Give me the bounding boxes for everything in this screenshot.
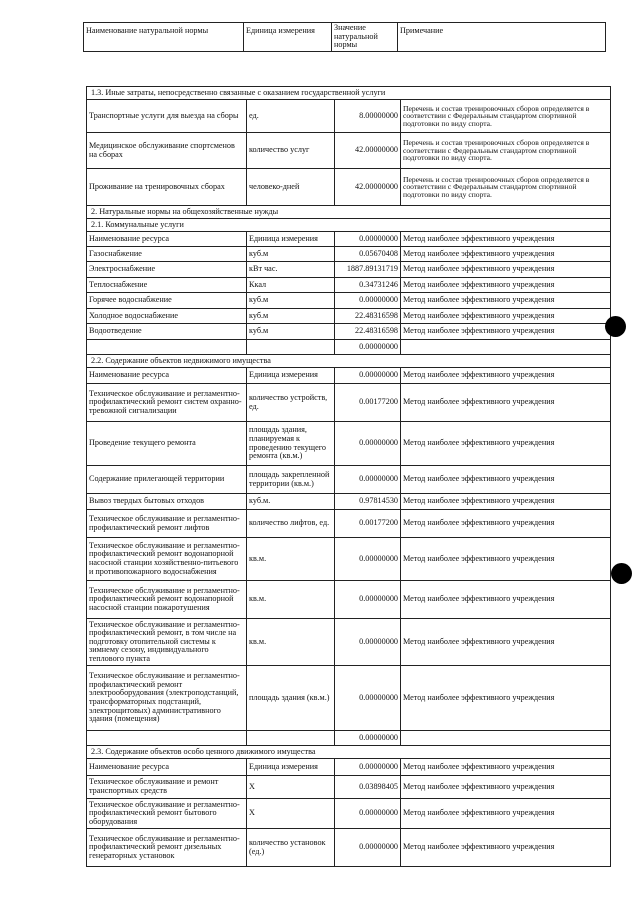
resource-name: Водоотведение: [87, 324, 247, 340]
value: 0.00000000: [335, 666, 401, 731]
note: Метод наиболее эффективного учреждения: [401, 232, 611, 247]
table-row: [87, 324, 611, 340]
table-row: [87, 776, 611, 799]
note: Метод наиболее эффективного учреждения: [401, 829, 611, 867]
unit: [247, 731, 335, 746]
resource-name: Вывоз твердых бытовых отходов: [87, 494, 247, 510]
resource-name: Техническое обслуживание и регламентно-профилактический ремонт, в том числе на подготовку отопительной системы к зимнему сезону, индивидуального теплового пункта: [87, 619, 247, 666]
value: 8.00000000: [335, 100, 401, 133]
value: 0.00000000: [335, 293, 401, 309]
table-row: [87, 262, 611, 278]
note: Метод наиболее эффективного учреждения: [401, 494, 611, 510]
resource-name: Техническое обслуживание и регламентно-профилактический ремонт лифтов: [87, 510, 247, 538]
resource-name: Техническое обслуживание и регламентно-профилактический ремонт водонапорной насосной станции хозяйственно-питьевого и противопожарного водоснабжения: [87, 538, 247, 581]
note: Метод наиболее эффективного учреждения: [401, 776, 611, 799]
table-row: [87, 169, 611, 206]
value: 0.00000000: [335, 422, 401, 466]
resource-name: Техническое обслуживание и ремонт транспортных средств: [87, 776, 247, 799]
unit: Единица измерения: [247, 232, 335, 247]
unit: площадь здания, планируемая к проведению текущего ремонта (кв.м.): [247, 422, 335, 466]
table-row: [87, 422, 611, 466]
unit: куб.м.: [247, 494, 335, 510]
header-note: Примечание: [398, 23, 606, 52]
table-row: [87, 581, 611, 619]
value: 22.48316598: [335, 309, 401, 324]
value: 0.97814530: [335, 494, 401, 510]
unit: кВт час.: [247, 262, 335, 278]
unit: кв.м.: [247, 619, 335, 666]
note: Метод наиболее эффективного учреждения: [401, 324, 611, 340]
note: Метод наиболее эффективного учреждения: [401, 368, 611, 384]
header-unit: Единица измерения: [244, 23, 332, 52]
note: Метод наиболее эффективного учреждения: [401, 799, 611, 829]
unit: куб.м: [247, 247, 335, 262]
resource-name: Горячее водоснабжение: [87, 293, 247, 309]
unit: количество установок (ед.): [247, 829, 335, 867]
unit: ед.: [247, 100, 335, 133]
table-row: [87, 759, 611, 776]
header-table: [83, 22, 606, 52]
resource-name: Техническое обслуживание и регламентно-профилактический ремонт систем охранно-тревожной сигнализации: [87, 384, 247, 422]
value: 0.05670408: [335, 247, 401, 262]
note: Метод наиболее эффективного учреждения: [401, 466, 611, 494]
note: Метод наиболее эффективного учреждения: [401, 384, 611, 422]
unit: куб.м: [247, 309, 335, 324]
note: Метод наиболее эффективного учреждения: [401, 666, 611, 731]
unit: площадь закрепленной территории (кв.м.): [247, 466, 335, 494]
resource-name: Газоснабжение: [87, 247, 247, 262]
note: Перечень и состав тренировочных сборов определяется в соответствии с Федеральным стандартом спортивной подготовки по виду спорта.: [401, 133, 611, 169]
unit: количество услуг: [247, 133, 335, 169]
table-row: [87, 799, 611, 829]
unit: Ккал: [247, 278, 335, 293]
resource-name: Проведение текущего ремонта: [87, 422, 247, 466]
resource-name: Проживание на тренировочных сборах: [87, 169, 247, 206]
note: Метод наиболее эффективного учреждения: [401, 581, 611, 619]
resource-name: Транспортные услуги для выезда на сборы: [87, 100, 247, 133]
value: 0.00000000: [335, 829, 401, 867]
value: 0.00000000: [335, 538, 401, 581]
value: 0.00000000: [335, 619, 401, 666]
note: [401, 340, 611, 355]
value: 0.00000000: [335, 731, 401, 746]
resource-name: Электроснабжение: [87, 262, 247, 278]
section-title-row: [87, 355, 611, 368]
note: Перечень и состав тренировочных сборов определяется в соответствии с Федеральным стандартом спортивной подготовки по виду спорта.: [401, 169, 611, 206]
table-row: [87, 368, 611, 384]
section-title: 2.2. Содержание объектов недвижимого имущества: [87, 355, 611, 368]
unit: Х: [247, 776, 335, 799]
resource-name: Техническое обслуживание и регламентно-профилактический ремонт бытового оборудования: [87, 799, 247, 829]
value: 1887.89131719: [335, 262, 401, 278]
unit: куб.м: [247, 324, 335, 340]
note: Метод наиболее эффективного учреждения: [401, 422, 611, 466]
section-title: 2.3. Содержание объектов особо ценного движимого имущества: [87, 746, 611, 759]
table-row: [87, 100, 611, 133]
resource-name: Наименование ресурса: [87, 232, 247, 247]
table-row: [87, 538, 611, 581]
resource-name: Техническое обслуживание и регламентно-профилактический ремонт дизельных генераторных установок: [87, 829, 247, 867]
note: Метод наиболее эффективного учреждения: [401, 538, 611, 581]
note: Метод наиболее эффективного учреждения: [401, 759, 611, 776]
table-row: [87, 340, 611, 355]
value: 0.00177200: [335, 384, 401, 422]
table-row: [87, 278, 611, 293]
section-title: 2. Натуральные нормы на общехозяйственные нужды: [87, 206, 611, 219]
header-row: [84, 23, 606, 52]
unit: человеко-дней: [247, 169, 335, 206]
value: 0.00177200: [335, 510, 401, 538]
resource-name: Содержание прилегающей территории: [87, 466, 247, 494]
section-title: 2.1. Коммунальные услуги: [87, 219, 611, 232]
note: Метод наиболее эффективного учреждения: [401, 278, 611, 293]
section-title-row: [87, 746, 611, 759]
value: 0.00000000: [335, 368, 401, 384]
table-row: [87, 666, 611, 731]
section-title-row: [87, 219, 611, 232]
value: 0.03898405: [335, 776, 401, 799]
note: Метод наиболее эффективного учреждения: [401, 510, 611, 538]
resource-name: Медицинское обслуживание спортсменов на сборах: [87, 133, 247, 169]
value: 0.00000000: [335, 232, 401, 247]
unit: куб.м: [247, 293, 335, 309]
unit: Х: [247, 799, 335, 829]
table-row: [87, 510, 611, 538]
unit: [247, 340, 335, 355]
punch-hole-top: [605, 316, 626, 337]
value: 42.00000000: [335, 133, 401, 169]
punch-hole-bottom: [611, 563, 632, 584]
resource-name: Наименование ресурса: [87, 368, 247, 384]
table-row: [87, 466, 611, 494]
note: Метод наиболее эффективного учреждения: [401, 309, 611, 324]
resource-name: Техническое обслуживание и регламентно-профилактический ремонт водонапорной насосной станции пожаротушения: [87, 581, 247, 619]
resource-name: Техническое обслуживание и регламентно-профилактический ремонт электрооборудования (электроподстанций, трансформаторных подстанций, электрощитовых) административного здания (помещения): [87, 666, 247, 731]
note: Перечень и состав тренировочных сборов определяется в соответствии с Федеральным стандартом спортивной подготовки по виду спорта.: [401, 100, 611, 133]
note: Метод наиболее эффективного учреждения: [401, 293, 611, 309]
table-row: [87, 619, 611, 666]
value: 0.34731246: [335, 278, 401, 293]
resource-name: Теплоснабжение: [87, 278, 247, 293]
table-row: [87, 133, 611, 169]
note: [401, 731, 611, 746]
section-title-row: [87, 87, 611, 100]
unit: кв.м.: [247, 538, 335, 581]
unit: кв.м.: [247, 581, 335, 619]
resource-name: [87, 340, 247, 355]
resource-name: [87, 731, 247, 746]
header-name: Наименование натуральной нормы: [84, 23, 244, 52]
resource-name: Холодное водоснабжение: [87, 309, 247, 324]
table-row: [87, 232, 611, 247]
note: Метод наиболее эффективного учреждения: [401, 619, 611, 666]
value: 0.00000000: [335, 340, 401, 355]
unit: количество устройств, ед.: [247, 384, 335, 422]
table-row: [87, 309, 611, 324]
table-row: [87, 384, 611, 422]
table-row: [87, 829, 611, 867]
note: Метод наиболее эффективного учреждения: [401, 262, 611, 278]
norms-table: [86, 86, 611, 867]
value: 0.00000000: [335, 799, 401, 829]
section-title: 1.3. Иные затраты, непосредственно связанные с оказанием государственной услуги: [87, 87, 611, 100]
table-row: [87, 293, 611, 309]
table-row: [87, 247, 611, 262]
header-value: Значение натуральной нормы: [332, 23, 398, 52]
table-row: [87, 494, 611, 510]
value: 0.00000000: [335, 466, 401, 494]
section-title-row: [87, 206, 611, 219]
value: 0.00000000: [335, 759, 401, 776]
value: 0.00000000: [335, 581, 401, 619]
value: 42.00000000: [335, 169, 401, 206]
unit: Единица измерения: [247, 759, 335, 776]
note: Метод наиболее эффективного учреждения: [401, 247, 611, 262]
unit: количество лифтов, ед.: [247, 510, 335, 538]
value: 22.48316598: [335, 324, 401, 340]
resource-name: Наименование ресурса: [87, 759, 247, 776]
unit: Единица измерения: [247, 368, 335, 384]
unit: площадь здания (кв.м.): [247, 666, 335, 731]
table-row: [87, 731, 611, 746]
